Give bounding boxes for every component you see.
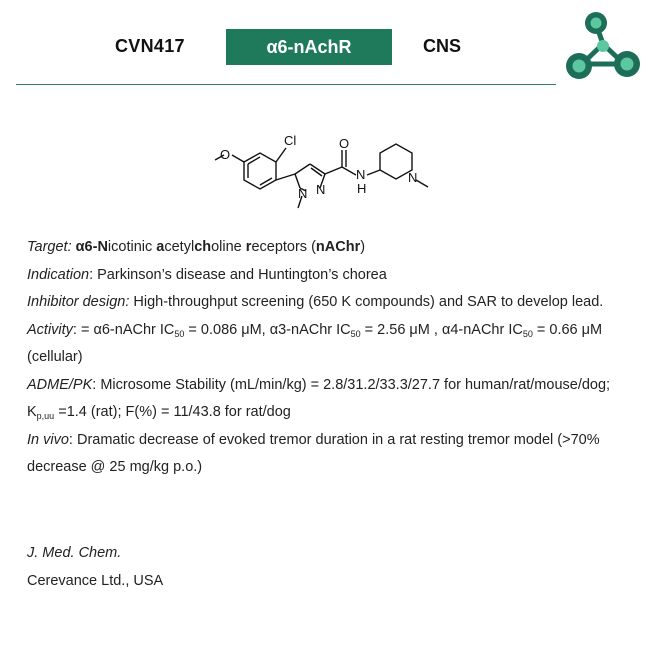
amide-hydrogen-label: H [357, 181, 367, 196]
inhibitor-design-line [27, 289, 627, 317]
target-badge: α6-nAchR [226, 29, 392, 65]
activity-text-4: = 0.66 μM (cellular) [27, 321, 603, 365]
pyrazole-n1-label: N [298, 186, 308, 201]
target-part-1: α6-N [75, 239, 108, 255]
compound-details [27, 234, 627, 482]
target-part-7: r [245, 239, 252, 255]
company: Cerevance Ltd., USA [27, 572, 164, 589]
reference [27, 540, 163, 595]
adme-text-1: : Microsome Stability (mL/min/kg) = 2.8/31.2/33.3/27.7 for human/rat/mouse/dog; K [27, 376, 611, 420]
activity-sub-3: 50 [522, 328, 533, 339]
inhibitor-design-text: High-throughput screening (650 K compounds) and SAR to develop lead. [129, 294, 604, 310]
header-divider [16, 84, 556, 85]
company-logo-icon [562, 6, 644, 86]
in-vivo-text: : Dramatic decrease of evoked tremor duration in a rat resting tremor model (>70% decrease @ 25 mg/kg p.o.) [27, 431, 600, 475]
adme-text-2: =1.4 (rat); F(%) = 11/43.8 for rat/dog [54, 404, 291, 420]
indication-text: : Parkinson’s disease and Huntington’s chorea [89, 266, 387, 283]
chemical-structure [210, 120, 450, 230]
pyrazole-n2-label: N [316, 182, 326, 197]
therapeutic-area: CNS [423, 36, 462, 56]
target-line [27, 234, 627, 262]
activity-text-1: : = α6-nAChr IC [72, 321, 175, 338]
activity-text-2: = 0.086 μM, α3-nAChr IC [184, 321, 351, 338]
target-part-3: a [156, 239, 165, 255]
amide-nitrogen-label: N [356, 167, 366, 182]
target-part-4: cetyl [164, 239, 195, 255]
inhibitor-design-label: Inhibitor design: [27, 294, 130, 310]
amide-oxygen-label: O [339, 136, 350, 151]
activity-line [27, 317, 627, 372]
in-vivo-label: In vivo [27, 431, 69, 448]
piperidine-nitrogen-label: N [408, 170, 418, 185]
compound-code: CVN417 [115, 36, 185, 56]
adme-sub-1: p,uu [36, 411, 55, 421]
adme-line [27, 372, 627, 427]
target-part-6: oline [211, 239, 246, 255]
activity-label: Activity [27, 321, 73, 338]
activity-sub-2: 50 [350, 328, 361, 339]
indication-line [27, 262, 627, 290]
target-part-10: ) [360, 239, 366, 255]
activity-sub-1: 50 [174, 328, 185, 339]
chlorine-label: Cl [284, 133, 297, 148]
in-vivo-line [27, 427, 627, 482]
header [0, 0, 650, 100]
target-part-8: eceptors ( [251, 239, 316, 255]
adme-label: ADME/PK [27, 376, 93, 393]
target-part-5: ch [194, 239, 212, 255]
target-part-2: icotinic [107, 239, 157, 255]
journal: J. Med. Chem. [27, 545, 122, 561]
activity-text-3: = 2.56 μM , α4-nAChr IC [360, 321, 523, 338]
target-label: Target: [27, 239, 72, 255]
target-part-9: nAChr [315, 239, 361, 255]
indication-label: Indication [27, 266, 90, 283]
methoxy-oxygen-label: O [220, 147, 231, 162]
